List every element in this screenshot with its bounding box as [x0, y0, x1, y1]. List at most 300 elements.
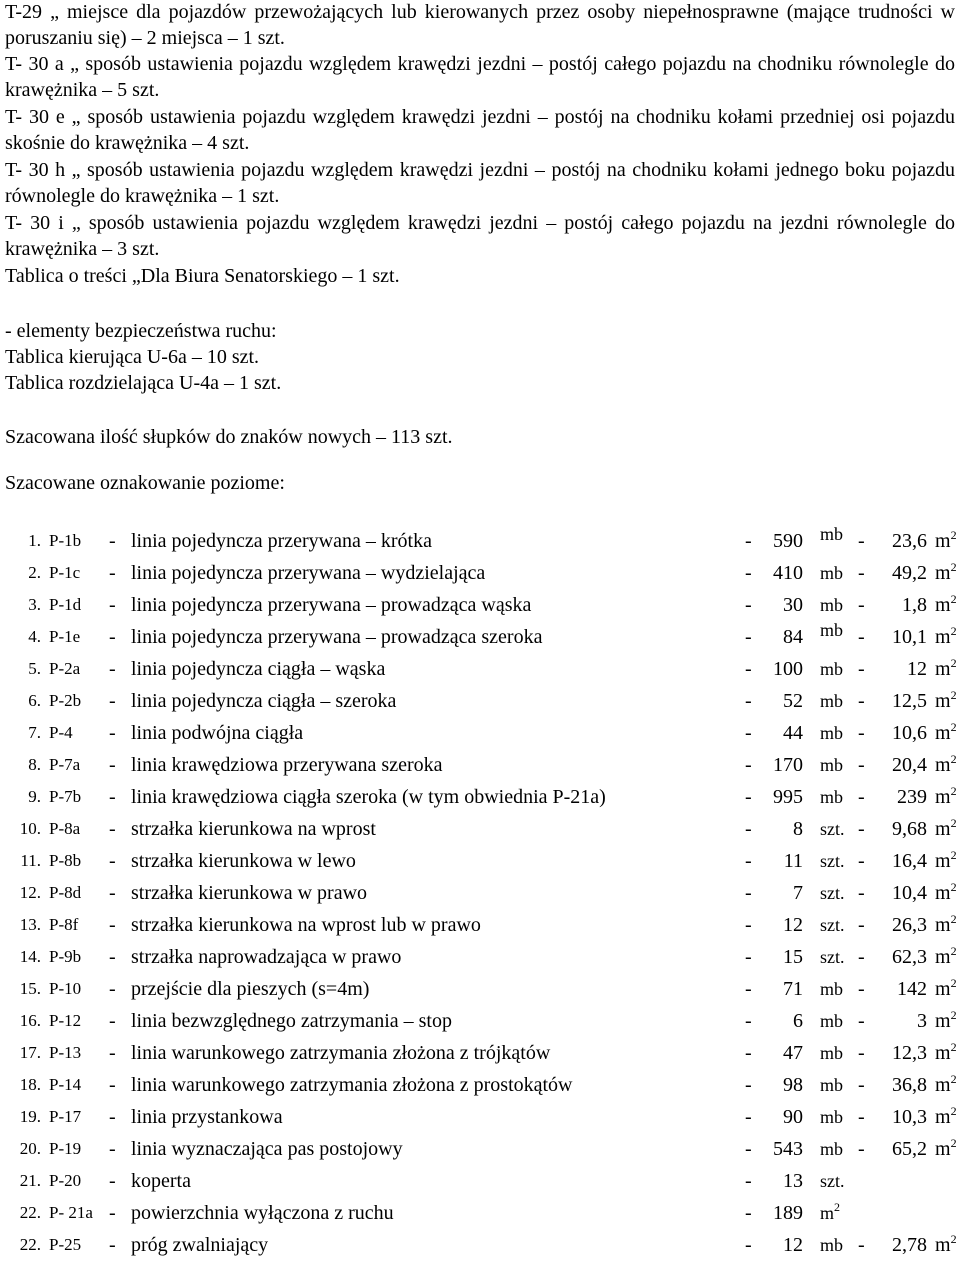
- marking-description: linia pojedyncza przerywana – prowadząca wąska: [131, 594, 532, 616]
- superscript-2: 2: [950, 944, 957, 958]
- marking-row: [5, 560, 960, 592]
- separator-dash: -: [745, 1170, 752, 1192]
- posts-estimate: Szacowana ilość słupków do znaków nowych – 113 szt.: [5, 426, 453, 448]
- area-unit: [935, 592, 957, 618]
- marking-row: [5, 1104, 960, 1136]
- area-unit-m: m: [935, 978, 951, 1000]
- marking-area: 65,2: [892, 1138, 927, 1160]
- area-unit-m: m: [935, 914, 951, 936]
- marking-row: [5, 848, 960, 880]
- area-unit-m: m: [935, 786, 951, 808]
- marking-quantity: 410: [773, 562, 803, 584]
- marking-unit: mb: [820, 659, 844, 679]
- marking-number: 15.: [19, 979, 41, 998]
- separator-dash: -: [858, 1010, 865, 1032]
- marking-number: 21.: [19, 1171, 41, 1190]
- marking-number: 13.: [19, 915, 41, 934]
- separator-dash: -: [858, 658, 865, 680]
- paragraph-t29: T-29 „ miejsce dla pojazdów przewożających lub kierowanych przez osoby niepełnosprawne (mające trudności w poruszaniu się) – 2 miejsca – 1 szt.: [5, 1, 955, 49]
- marking-unit: szt.: [820, 1171, 845, 1191]
- area-unit: [935, 1072, 957, 1098]
- separator-dash: -: [745, 1138, 752, 1160]
- marking-row: [5, 1008, 960, 1040]
- marking-unit: mb: [820, 979, 844, 999]
- marking-unit: mb: [820, 1075, 844, 1095]
- marking-row: [5, 1200, 960, 1232]
- marking-area: 10,6: [892, 722, 927, 744]
- marking-quantity: 30: [783, 594, 803, 616]
- area-unit-m: m: [935, 530, 951, 552]
- marking-area: 20,4: [892, 754, 927, 776]
- paragraph-t30h: T- 30 h „ sposób ustawienia pojazdu względem krawędzi jezdni – postój na chodniku kołami jednego boku pojazdu równolegle do krawężnika – 1 szt.: [5, 159, 955, 207]
- separator-dash: -: [858, 1074, 865, 1096]
- marking-quantity: 47: [783, 1042, 803, 1064]
- marking-number: 17.: [19, 1043, 41, 1062]
- marking-unit: mb: [820, 620, 844, 640]
- marking-quantity: 170: [773, 754, 803, 776]
- marking-row: [5, 524, 960, 560]
- marking-description: koperta: [131, 1170, 191, 1192]
- area-unit-m: m: [935, 1106, 951, 1128]
- marking-area: 2,78: [892, 1234, 927, 1256]
- separator-dash: -: [745, 562, 752, 584]
- superscript-2: 2: [950, 560, 957, 574]
- superscript-2: 2: [950, 688, 957, 702]
- separator-dash: -: [745, 882, 752, 904]
- separator-dash: -: [109, 850, 116, 872]
- area-unit-m: m: [935, 626, 951, 648]
- marking-number: 1.: [28, 531, 41, 550]
- marking-area: 9,68: [892, 818, 927, 840]
- marking-description: strzałka naprowadzająca w prawo: [131, 946, 402, 968]
- separator-dash: -: [109, 530, 116, 552]
- separator-dash: -: [109, 1138, 116, 1160]
- marking-quantity: 189: [773, 1202, 803, 1224]
- marking-area: 10,1: [892, 626, 927, 648]
- separator-dash: -: [109, 818, 116, 840]
- superscript-2: 2: [950, 656, 957, 670]
- marking-row: [5, 1232, 960, 1264]
- marking-quantity: 98: [783, 1074, 803, 1096]
- area-unit: [935, 848, 957, 874]
- marking-number: 5.: [28, 659, 41, 678]
- marking-row: [5, 620, 960, 656]
- area-unit: [935, 528, 957, 554]
- area-unit: [935, 944, 957, 970]
- superscript-2: 2: [950, 752, 957, 766]
- marking-row: [5, 880, 960, 912]
- area-unit: [935, 656, 957, 682]
- area-unit: [935, 1008, 957, 1034]
- marking-quantity: 11: [783, 850, 803, 872]
- marking-number: 3.: [28, 595, 41, 614]
- marking-unit: szt.: [820, 851, 845, 871]
- marking-description: linia pojedyncza przerywana – wydzielająca: [131, 562, 486, 584]
- marking-code: P-8a: [49, 819, 81, 838]
- area-unit: [935, 784, 957, 810]
- separator-dash: -: [109, 690, 116, 712]
- area-unit: [935, 1232, 957, 1258]
- marking-unit: mb: [820, 755, 844, 775]
- marking-number: 8.: [28, 755, 41, 774]
- area-unit: [935, 1104, 957, 1130]
- separator-dash: -: [858, 626, 865, 648]
- marking-description: linia wyznaczająca pas postojowy: [131, 1138, 403, 1160]
- separator-dash: -: [109, 1202, 116, 1224]
- marking-number: 2.: [28, 563, 41, 582]
- area-unit-m: m: [935, 594, 951, 616]
- separator-dash: -: [858, 946, 865, 968]
- marking-code: P-12: [49, 1011, 82, 1030]
- marking-quantity: 90: [783, 1106, 803, 1128]
- separator-dash: -: [858, 1138, 865, 1160]
- marking-unit: mb: [820, 595, 844, 615]
- superscript-2: 2: [950, 592, 957, 606]
- safety-line-u4a: Tablica rozdzielająca U-4a – 1 szt.: [5, 372, 282, 394]
- marking-number: 20.: [19, 1139, 41, 1158]
- safety-line-u6a: Tablica kierująca U-6a – 10 szt.: [5, 346, 260, 368]
- separator-dash: -: [745, 914, 752, 936]
- superscript-2: 2: [950, 784, 957, 798]
- marking-row: [5, 656, 960, 688]
- superscript-2: 2: [950, 912, 957, 926]
- marking-area: 1,8: [902, 594, 927, 616]
- separator-dash: -: [858, 754, 865, 776]
- separator-dash: -: [109, 946, 116, 968]
- marking-code: P-10: [49, 979, 82, 998]
- marking-description: linia bezwzględnego zatrzymania – stop: [131, 1010, 452, 1032]
- marking-number: 18.: [19, 1075, 41, 1094]
- superscript-2: 2: [834, 1200, 841, 1214]
- separator-dash: -: [745, 594, 752, 616]
- marking-unit: mb: [820, 1107, 844, 1127]
- separator-dash: -: [745, 946, 752, 968]
- marking-description: strzałka kierunkowa w prawo: [131, 882, 368, 904]
- marking-code: P-8d: [49, 883, 82, 902]
- area-unit: [935, 1040, 957, 1066]
- marking-quantity: 995: [773, 786, 803, 808]
- marking-code: P-4: [49, 723, 73, 742]
- marking-quantity: 12: [783, 914, 803, 936]
- superscript-2: 2: [950, 1072, 957, 1086]
- marking-quantity: 13: [783, 1170, 803, 1192]
- marking-description: strzałka kierunkowa na wprost lub w prawo: [131, 914, 481, 936]
- paragraph-t30i: T- 30 i „ sposób ustawienia pojazdu względem krawędzi jezdni – postój całego pojazdu na jezdni równolegle do krawężnika – 3 szt.: [5, 212, 955, 260]
- marking-number: 22.: [19, 1203, 41, 1222]
- marking-quantity: 84: [783, 626, 803, 648]
- area-unit-m: m: [935, 1138, 951, 1160]
- marking-quantity: 12: [783, 1234, 803, 1256]
- marking-area: 3: [917, 1010, 927, 1032]
- separator-dash: -: [745, 658, 752, 680]
- marking-code: P-17: [49, 1107, 82, 1126]
- marking-row: [5, 720, 960, 752]
- marking-area: 16,4: [892, 850, 927, 872]
- marking-code: P-13: [49, 1043, 82, 1062]
- marking-quantity: 590: [773, 530, 803, 552]
- marking-area: 23,6: [892, 530, 927, 552]
- marking-number: 10.: [19, 819, 41, 838]
- marking-quantity: 15: [783, 946, 803, 968]
- separator-dash: -: [745, 1202, 752, 1224]
- marking-unit: mb: [820, 1139, 844, 1159]
- marking-quantity: 8: [793, 818, 803, 840]
- separator-dash: -: [858, 786, 865, 808]
- marking-row: [5, 1136, 960, 1168]
- separator-dash: -: [745, 1074, 752, 1096]
- area-unit: [935, 720, 957, 746]
- area-unit-m: m: [935, 754, 951, 776]
- marking-number: 16.: [19, 1011, 41, 1030]
- marking-description: linia krawędziowa przerywana szeroka: [131, 754, 443, 776]
- marking-number: 12.: [19, 883, 41, 902]
- separator-dash: -: [745, 1010, 752, 1032]
- separator-dash: -: [858, 690, 865, 712]
- superscript-2: 2: [950, 816, 957, 830]
- marking-unit: mb: [820, 524, 844, 544]
- marking-unit: mb: [820, 1043, 844, 1063]
- marking-area: 12,3: [892, 1042, 927, 1064]
- marking-number: 9.: [28, 787, 41, 806]
- paragraph-t30a: T- 30 a „ sposób ustawienia pojazdu względem krawędzi jezdni – postój całego pojazdu na chodniku równolegle do krawężnika – 5 szt.: [5, 53, 955, 101]
- separator-dash: -: [745, 1042, 752, 1064]
- separator-dash: -: [109, 1234, 116, 1256]
- marking-unit: mb: [820, 691, 844, 711]
- marking-description: linia warunkowego zatrzymania złożona z prostokątów: [131, 1074, 573, 1096]
- area-unit-m: m: [935, 1234, 951, 1256]
- marking-quantity: 100: [773, 658, 803, 680]
- marking-description: strzałka kierunkowa w lewo: [131, 850, 356, 872]
- marking-code: P-2b: [49, 691, 82, 710]
- separator-dash: -: [745, 754, 752, 776]
- marking-code: P-25: [49, 1235, 82, 1254]
- marking-number: 19.: [19, 1107, 41, 1126]
- area-unit: [935, 912, 957, 938]
- superscript-2: 2: [950, 976, 957, 990]
- area-unit: [935, 624, 957, 650]
- separator-dash: -: [109, 594, 116, 616]
- marking-unit: mb: [820, 1235, 844, 1255]
- separator-dash: -: [109, 562, 116, 584]
- area-unit: [935, 560, 957, 586]
- separator-dash: -: [858, 562, 865, 584]
- marking-area: 36,8: [892, 1074, 927, 1096]
- markings-heading: Szacowane oznakowanie poziome:: [5, 472, 285, 494]
- area-unit: [935, 688, 957, 714]
- separator-dash: -: [109, 914, 116, 936]
- marking-row: [5, 816, 960, 848]
- area-unit-m: m: [935, 1010, 951, 1032]
- marking-area: 12: [907, 658, 927, 680]
- marking-description: przejście dla pieszych (s=4m): [131, 978, 370, 1000]
- marking-description: linia pojedyncza przerywana – krótka: [131, 530, 432, 552]
- marking-unit: szt.: [820, 947, 845, 967]
- area-unit-m: m: [935, 850, 951, 872]
- marking-description: linia pojedyncza ciągła – wąska: [131, 658, 386, 680]
- marking-row: [5, 1040, 960, 1072]
- area-unit-m: m: [935, 946, 951, 968]
- marking-unit: szt.: [820, 883, 845, 903]
- marking-unit: szt.: [820, 915, 845, 935]
- marking-quantity: 52: [783, 690, 803, 712]
- separator-dash: -: [109, 978, 116, 1000]
- separator-dash: -: [109, 754, 116, 776]
- separator-dash: -: [858, 914, 865, 936]
- marking-area: 10,3: [892, 1106, 927, 1128]
- marking-code: P-20: [49, 1171, 82, 1190]
- separator-dash: -: [858, 1106, 865, 1128]
- marking-code: P-7a: [49, 755, 81, 774]
- marking-area: 49,2: [892, 562, 927, 584]
- superscript-2: 2: [950, 1040, 957, 1054]
- marking-description: linia krawędziowa ciągła szeroka (w tym obwiednia P-21a): [131, 786, 606, 808]
- marking-quantity: 6: [793, 1010, 803, 1032]
- marking-code: P-8b: [49, 851, 82, 870]
- superscript-2: 2: [950, 624, 957, 638]
- markings-list: [5, 524, 960, 1264]
- separator-dash: -: [858, 1042, 865, 1064]
- marking-code: P-1b: [49, 531, 82, 550]
- marking-unit: mb: [820, 723, 844, 743]
- marking-row: [5, 1168, 960, 1200]
- marking-description: linia pojedyncza przerywana – prowadząca szeroka: [131, 626, 543, 648]
- area-unit: [935, 1136, 957, 1162]
- superscript-2: 2: [950, 1104, 957, 1118]
- marking-area: 239: [897, 786, 927, 808]
- area-unit-m: m: [935, 1074, 951, 1096]
- marking-code: P-8f: [49, 915, 79, 934]
- area-unit-m: m: [935, 882, 951, 904]
- marking-row: [5, 944, 960, 976]
- area-unit-m: m: [935, 722, 951, 744]
- safety-heading: - elementy bezpieczeństwa ruchu:: [5, 320, 277, 342]
- separator-dash: -: [745, 818, 752, 840]
- separator-dash: -: [858, 818, 865, 840]
- separator-dash: -: [109, 786, 116, 808]
- marking-number: 22.: [19, 1235, 41, 1254]
- marking-quantity: 543: [773, 1138, 803, 1160]
- area-unit-m: m: [935, 690, 951, 712]
- separator-dash: -: [745, 722, 752, 744]
- marking-row: [5, 976, 960, 1008]
- separator-dash: -: [858, 978, 865, 1000]
- area-unit: [935, 880, 957, 906]
- marking-number: 11.: [20, 851, 41, 870]
- separator-dash: -: [745, 850, 752, 872]
- marking-unit: szt.: [820, 819, 845, 839]
- area-unit: [935, 752, 957, 778]
- separator-dash: -: [745, 690, 752, 712]
- separator-dash: -: [745, 978, 752, 1000]
- marking-description: strzałka kierunkowa na wprost: [131, 818, 376, 840]
- superscript-2: 2: [950, 848, 957, 862]
- marking-unit: mb: [820, 563, 844, 583]
- marking-number: 14.: [19, 947, 41, 966]
- marking-description: próg zwalniający: [131, 1234, 269, 1256]
- marking-row: [5, 752, 960, 784]
- superscript-2: 2: [950, 1136, 957, 1150]
- marking-code: P-9b: [49, 947, 82, 966]
- marking-area: 12,5: [892, 690, 927, 712]
- marking-code: P-2a: [49, 659, 81, 678]
- marking-code: P-1e: [49, 627, 81, 646]
- superscript-2: 2: [950, 880, 957, 894]
- separator-dash: -: [858, 594, 865, 616]
- marking-area: 62,3: [892, 946, 927, 968]
- separator-dash: -: [109, 1170, 116, 1192]
- marking-description: linia podwójna ciągła: [131, 722, 304, 744]
- separator-dash: -: [858, 1234, 865, 1256]
- separator-dash: -: [858, 530, 865, 552]
- area-unit-m: m: [935, 562, 951, 584]
- marking-quantity: 7: [793, 882, 803, 904]
- marking-description: linia pojedyncza ciągła – szeroka: [131, 690, 397, 712]
- marking-row: [5, 784, 960, 816]
- superscript-2: 2: [950, 1008, 957, 1022]
- marking-number: 7.: [28, 723, 41, 742]
- marking-description: linia przystankowa: [131, 1106, 283, 1128]
- superscript-2: 2: [950, 1232, 957, 1246]
- marking-area: 10,4: [892, 882, 927, 904]
- separator-dash: -: [109, 722, 116, 744]
- separator-dash: -: [858, 850, 865, 872]
- area-unit-m: m: [935, 818, 951, 840]
- separator-dash: -: [109, 1106, 116, 1128]
- area-unit: [935, 816, 957, 842]
- marking-code: P- 21a: [49, 1203, 93, 1222]
- separator-dash: -: [109, 1074, 116, 1096]
- marking-description: powierzchnia wyłączona z ruchu: [131, 1202, 394, 1224]
- marking-unit: mb: [820, 1011, 844, 1031]
- separator-dash: -: [109, 626, 116, 648]
- superscript-2: 2: [950, 720, 957, 734]
- separator-dash: -: [109, 1042, 116, 1064]
- marking-unit: $m^2$: [820, 1200, 841, 1223]
- marking-area: 142: [897, 978, 927, 1000]
- marking-row: [5, 592, 960, 624]
- marking-unit: mb: [820, 787, 844, 807]
- separator-dash: -: [858, 722, 865, 744]
- separator-dash: -: [745, 786, 752, 808]
- area-unit: [935, 976, 957, 1002]
- marking-number: 4.: [28, 627, 41, 646]
- paragraph-senator-sign: Tablica o treści „Dla Biura Senatorskiego – 1 szt.: [5, 265, 400, 287]
- marking-quantity: 44: [783, 722, 803, 744]
- marking-quantity: 71: [783, 978, 803, 1000]
- marking-row: [5, 1072, 960, 1104]
- marking-row: [5, 688, 960, 720]
- marking-code: P-1c: [49, 563, 81, 582]
- separator-dash: -: [858, 882, 865, 904]
- separator-dash: -: [109, 882, 116, 904]
- separator-dash: -: [109, 1010, 116, 1032]
- marking-code: P-1d: [49, 595, 82, 614]
- separator-dash: -: [745, 1106, 752, 1128]
- marking-area: 26,3: [892, 914, 927, 936]
- separator-dash: -: [745, 1234, 752, 1256]
- marking-description: linia warunkowego zatrzymania złożona z trójkątów: [131, 1042, 551, 1064]
- area-unit-m: m: [935, 1042, 951, 1064]
- marking-code: P-7b: [49, 787, 82, 806]
- marking-number: 6.: [28, 691, 41, 710]
- superscript-2: 2: [950, 528, 957, 542]
- area-unit-m: m: [935, 658, 951, 680]
- marking-code: P-19: [49, 1139, 82, 1158]
- separator-dash: -: [745, 626, 752, 648]
- marking-row: [5, 912, 960, 944]
- separator-dash: -: [745, 530, 752, 552]
- paragraph-t30e: T- 30 e „ sposób ustawienia pojazdu względem krawędzi jezdni – postój na chodniku kołami przedniej osi pojazdu skośnie do krawężnika – 4 szt.: [5, 106, 955, 154]
